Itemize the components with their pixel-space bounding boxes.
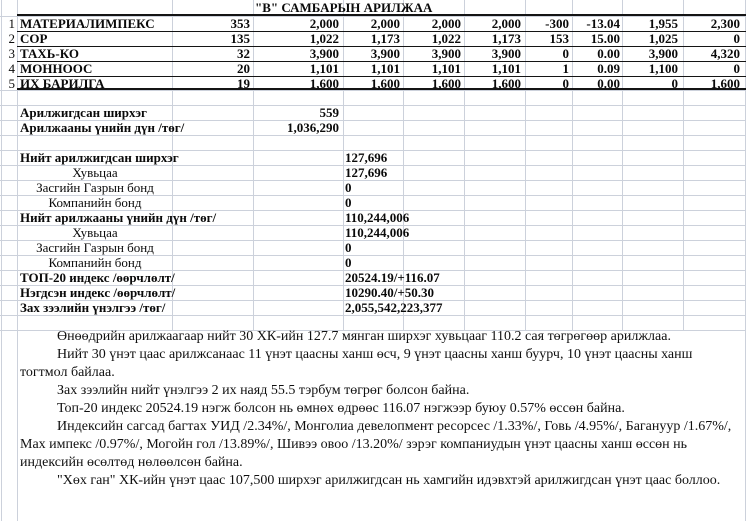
totals-value: 2,055,542,223,377 — [345, 300, 443, 315]
gridline-v — [1, 0, 2, 521]
table-cell: 1,600 — [710, 76, 740, 91]
commentary-paragraph: Топ-20 индекс 20524.19 нэгж болсон нь өмнөх өдрөөс 116.07 нэгжээр буюу 0.57% өссөн байна. — [57, 401, 625, 416]
totals-value: 127,696 — [345, 165, 388, 180]
gridline-h — [0, 315, 746, 316]
totals-sublabel: Хувьцаа — [72, 165, 118, 180]
table-cell: 20 — [237, 61, 250, 76]
table-cell: 2,000 — [431, 16, 461, 31]
table-cell: 0 — [671, 76, 678, 91]
totals-sublabel: Засгийн Газрын бонд — [36, 240, 154, 255]
security-name: МАТЕРИАЛИМПЕКС — [20, 16, 155, 31]
totals-label: Нийт арилжааны үнийн дүн /төг/ — [20, 210, 217, 225]
table-cell: 1,101 — [491, 61, 521, 76]
table-cell: 3,900 — [309, 46, 339, 61]
totals-label: ТОП-20 индекс /өөрчлөлт/ — [20, 270, 175, 285]
security-name: ИХ БАРИЛГА — [20, 76, 105, 91]
totals-value: 110,244,006 — [345, 210, 410, 225]
totals-sublabel: Хувьцаа — [72, 225, 118, 240]
table-cell: 153 — [549, 31, 569, 46]
table-cell: 0 — [733, 61, 740, 76]
table-cell: 0 — [562, 46, 569, 61]
totals-value: 110,244,006 — [345, 225, 410, 240]
table-cell: 2,000 — [370, 16, 400, 31]
table-cell: 3,900 — [491, 46, 521, 61]
security-name: МОННООС — [20, 61, 93, 76]
table-cell: 2,300 — [710, 16, 740, 31]
table-cell: 3,900 — [370, 46, 400, 61]
gridline-v — [745, 0, 746, 521]
totals-label: Нийт арилжигдсан ширхэг — [20, 150, 179, 165]
table-cell: 1,600 — [309, 76, 339, 91]
summary-label: Арилжигдсан ширхэг — [20, 105, 147, 120]
totals-value: 127,696 — [345, 150, 388, 165]
gridline-h — [0, 135, 746, 136]
totals-value: 0 — [345, 255, 352, 270]
totals-sublabel: Компанийн бонд — [48, 255, 142, 270]
totals-value: 10290.40/+50.30 — [345, 285, 435, 300]
table-cell: 0 — [733, 31, 740, 46]
table-cell: 32 — [237, 46, 250, 61]
summary-label: Арилжааны үнийн дүн /төг/ — [20, 120, 185, 135]
table-cell: 1,600 — [491, 76, 521, 91]
commentary-paragraph: Зах зээлийн нийт үнэлгээ 2 их наяд 55.5 тэрбум төгрөг болсон байна. — [57, 383, 470, 398]
table-cell: 1,101 — [370, 61, 400, 76]
row-number: 4 — [8, 61, 15, 76]
commentary-paragraph: Нийт 30 үнэт цаас арилжсанаас 11 үнэт цаасны ханш өсч, 9 үнэт цаасны ханш буурч, 10 үнэт цаасны ханш тогтмол байлаа. — [20, 347, 693, 380]
table-cell: 19 — [237, 76, 250, 91]
totals-label: Нэгдсэн индекс /өөрчлөлт/ — [20, 285, 176, 300]
table-cell: 135 — [230, 31, 250, 46]
board-title: "В" САМБАРЫН АРИЛЖАА — [255, 0, 433, 15]
totals-sublabel: Засгийн Газрын бонд — [36, 180, 154, 195]
summary-value: 1,036,290 — [287, 120, 339, 135]
table-cell: 353 — [230, 16, 250, 31]
security-name: ТАХЬ-КО — [20, 46, 79, 61]
table-cell: 4,320 — [710, 46, 740, 61]
table-cell: 15.00 — [590, 31, 620, 46]
table-cell: 2,000 — [491, 16, 521, 31]
summary-value: 559 — [319, 105, 339, 120]
table-cell: 0.09 — [597, 61, 620, 76]
commentary-paragraph: "Хөх ган" ХК-ийн үнэт цаас 107,500 ширхэг арилжигдсан нь хамгийн идэвхтэй арилжигдсан үнэт цаас боллоо. — [57, 473, 721, 488]
table-cell: 2,000 — [309, 16, 339, 31]
table-cell: 1,100 — [648, 61, 678, 76]
table-cell: -300 — [545, 16, 569, 31]
totals-value: 20524.19/+116.07 — [345, 270, 440, 285]
row-number: 1 — [8, 16, 15, 31]
security-name: СОР — [20, 31, 48, 46]
table-cell: 1,600 — [431, 76, 461, 91]
table-cell: 0.00 — [597, 76, 620, 91]
commentary-paragraph: Индексийн сагсад багтах УИД /2.34%/, Монголиа девелопмент ресорсес /1.33%/, Говь /4.95%/, Багануур /1.67%/, Мах импекс /0.97%/, Могойн гол /13.89%/, Шивээ овоо /13.20%/ зэрэг компаниудын үнэт цаасны ханш өссөн нь индексийн өсөлтөд нөлөөлсөн байна. — [20, 419, 732, 470]
totals-sublabel: Компанийн бонд — [48, 195, 142, 210]
totals-value: 0 — [345, 240, 352, 255]
table-cell: 1,173 — [491, 31, 521, 46]
row-number: 3 — [8, 46, 15, 61]
totals-label: Зах зээлийн үнэлгээ /төг/ — [20, 300, 166, 315]
table-cell: 1,022 — [309, 31, 339, 46]
table-cell: 3,900 — [648, 46, 678, 61]
table-cell: 0.00 — [597, 46, 620, 61]
table-cell: 1,022 — [431, 31, 461, 46]
totals-value: 0 — [345, 195, 352, 210]
table-cell: 1,025 — [648, 31, 678, 46]
commentary — [20, 328, 734, 490]
table-cell: 1 — [562, 61, 569, 76]
table-cell: -13.04 — [586, 16, 620, 31]
commentary-paragraph: Өнөөдрийн арилжаагаар нийт 30 ХК-ийн 127.7 мянган ширхэг хувьцааг 110.2 сая төгрөгөөр арилжлаа. — [57, 329, 671, 344]
table-cell: 3,900 — [431, 46, 461, 61]
row-number: 2 — [8, 31, 15, 46]
row-number: 5 — [8, 76, 15, 91]
table-cell: 1,173 — [370, 31, 400, 46]
totals-value: 0 — [345, 180, 352, 195]
table-cell: 1,600 — [370, 76, 400, 91]
table-cell: 1,101 — [309, 61, 339, 76]
table-cell: 1,955 — [648, 16, 678, 31]
table-cell: 1,101 — [431, 61, 461, 76]
table-cell: 0 — [562, 76, 569, 91]
